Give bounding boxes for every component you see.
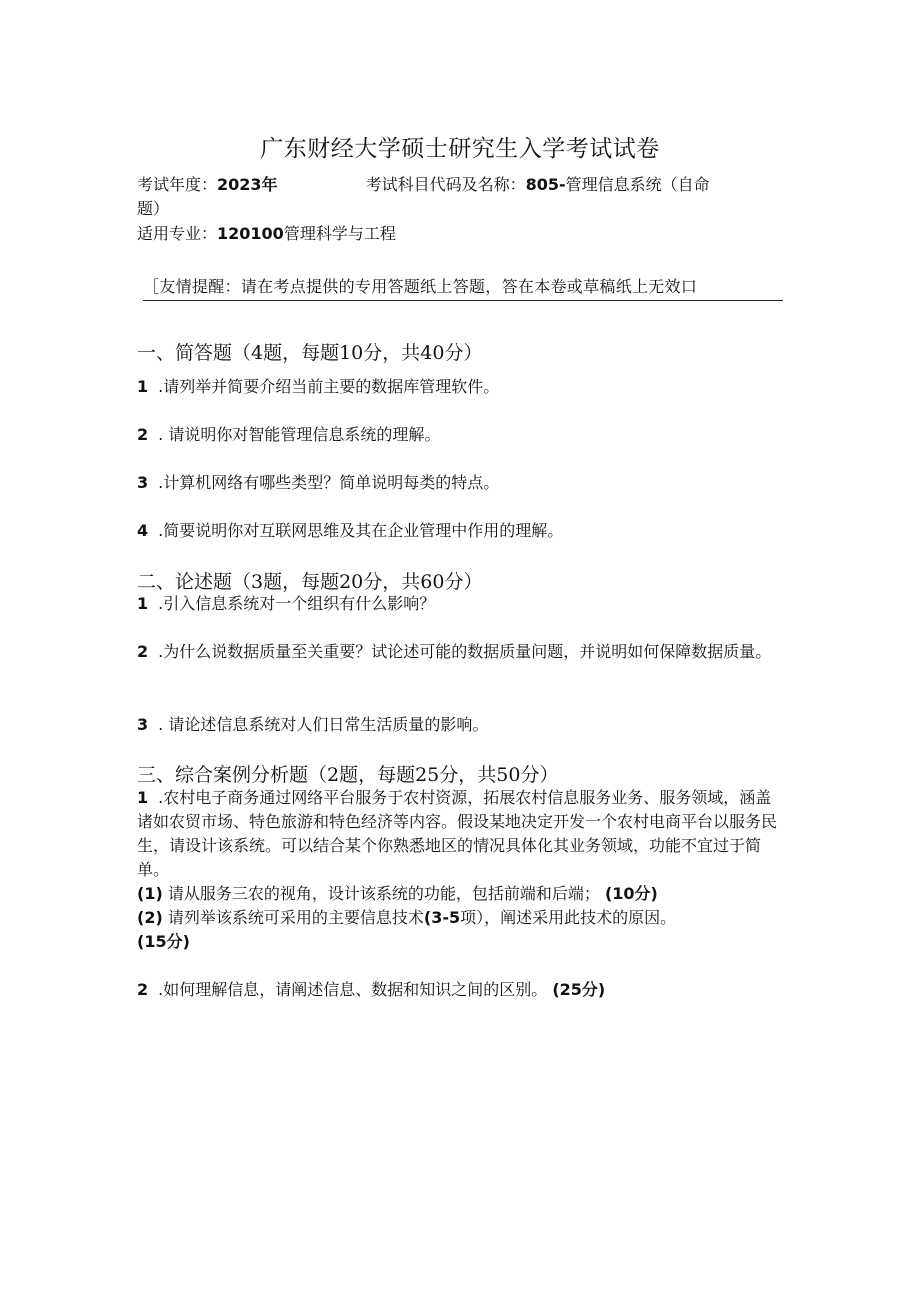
- s1-question-2: [137, 423, 787, 447]
- sub-score: (15分): [137, 932, 190, 951]
- s1-question-1: [137, 375, 787, 399]
- s1-question-4: [137, 519, 787, 543]
- sub-text: 请列举该系统可采用的主要信息技术: [167, 908, 424, 927]
- question-number: 1: [137, 788, 149, 807]
- question-number: 4: [137, 521, 149, 540]
- s3-q1-sub-1: [137, 882, 787, 906]
- question-score: (25分): [552, 980, 606, 999]
- question-number: 1: [137, 594, 149, 613]
- subject-name: 管理信息系统（自命: [565, 175, 710, 194]
- question-number: 2: [137, 642, 149, 661]
- sub-score: (10分): [604, 884, 658, 903]
- section3-heading: 三、综合案例分析题（2题，每题25分，共50分）: [137, 764, 559, 786]
- subject-label: 考试科目代码及名称：: [365, 175, 526, 194]
- question-text: .简要说明你对互联网思维及其在企业管理中作用的理解。: [158, 521, 564, 540]
- sub-text: 请从服务三农的视角，设计该系统的功能，包括前端和后端；: [167, 884, 600, 903]
- major-label: 适用专业：: [137, 224, 218, 243]
- exam-title: 广东财经大学硕士研究生入学考试试卷: [260, 136, 660, 162]
- question-text: .为什么说数据质量至关重要？试论述可能的数据质量问题，并说明如何保障数据质量。: [158, 642, 772, 661]
- s2-question-2: [137, 640, 787, 664]
- sub-number: (1): [137, 884, 163, 903]
- year-label: 考试年度：: [137, 175, 218, 194]
- question-text: .计算机网络有哪些类型？简单说明每类的特点。: [158, 473, 500, 492]
- year-value: 2023年: [217, 175, 278, 194]
- meta-year-subject: [137, 172, 710, 195]
- question-number: 1: [137, 377, 149, 396]
- question-text: .请列举并简要介绍当前主要的数据库管理软件。: [158, 377, 500, 396]
- question-number: 3: [137, 715, 149, 734]
- meta-subject-cont: [137, 196, 169, 219]
- major-name: 管理科学与工程: [283, 224, 396, 243]
- question-text: .引入信息系统对一个组织有什么影响？: [158, 594, 436, 613]
- section2-heading: 二、论述题（3题，每题20分，共60分）: [137, 571, 483, 593]
- sub-text-2: 项），阐述采用此技术的原因。: [460, 908, 677, 927]
- question-text: .农村电子商务通过网络平台服务于农村资源，拓展农村信息服务业务、服务领域，涵盖诸如农贸市场、特色旅游和特色经济等内容。假设某地决定开发一个农村电商平台以服务民生，请设计该系统。可以结合某个你熟悉地区的情况具体化其业务领域，功能不宜过于简单。: [137, 788, 778, 879]
- s2-question-1: [137, 592, 787, 616]
- question-text: . 请说明你对智能管理信息系统的理解。: [158, 425, 441, 444]
- section1-heading: 一、简答题（4题，每题10分，共40分）: [137, 342, 483, 364]
- subject-code: 805-: [525, 175, 566, 194]
- s2-question-3: [137, 713, 787, 737]
- subject-name-cont: 题）: [137, 199, 170, 218]
- question-number: 2: [137, 980, 149, 999]
- major-code: 120100: [217, 224, 284, 243]
- s3-question-2: [137, 978, 787, 1002]
- sub-number: (2): [137, 908, 163, 927]
- s1-question-3: [137, 471, 787, 495]
- question-number: 3: [137, 473, 149, 492]
- question-text: .如何理解信息，请阐述信息、数据和知识之间的区别。: [158, 980, 548, 999]
- s3-question-1: [137, 786, 787, 882]
- reminder-notice: ［友情提醒：请在考点提供的专用答题纸上答题，答在本卷或草稿纸上无效口: [143, 274, 783, 301]
- question-number: 2: [137, 425, 149, 444]
- meta-major: [137, 221, 396, 244]
- sub-range: (3-5: [423, 908, 461, 927]
- s3-q1-sub-2: [137, 906, 787, 954]
- question-text: . 请论述信息系统对人们日常生活质量的影响。: [158, 715, 489, 734]
